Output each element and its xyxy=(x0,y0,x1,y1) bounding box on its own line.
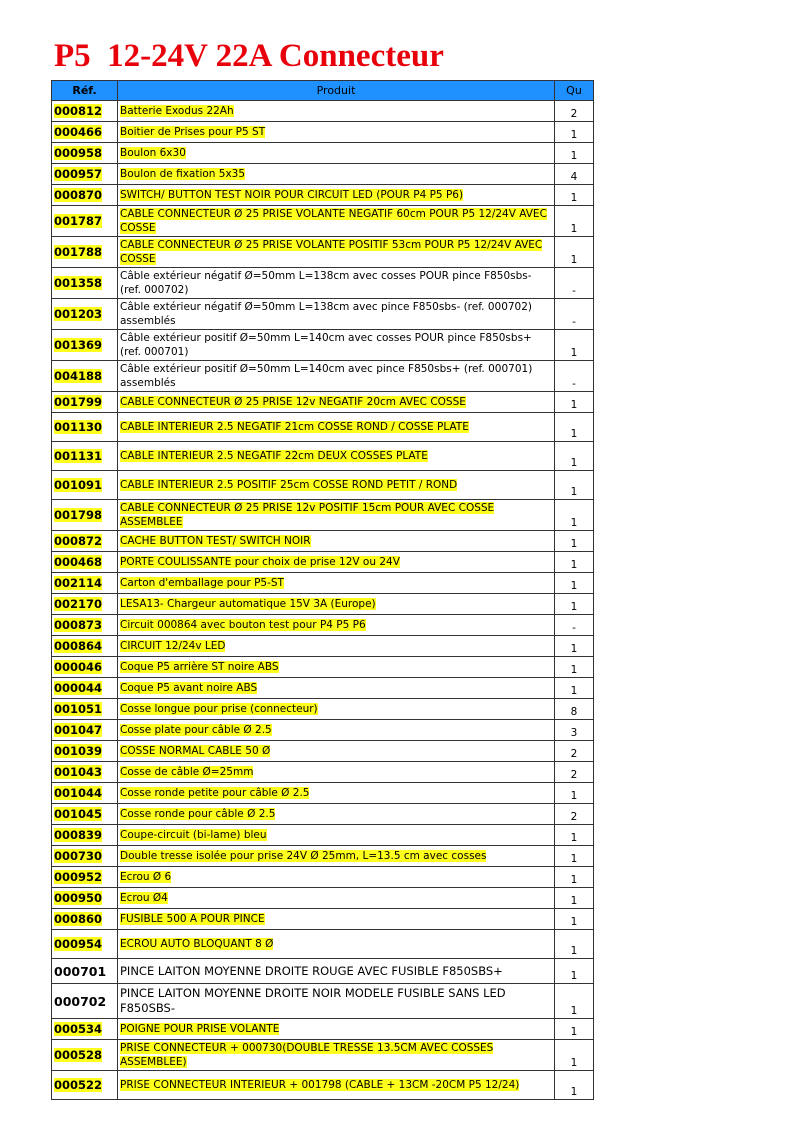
row-ref: 000046 xyxy=(54,660,103,674)
row-product: Cosse de câble Ø=25mm xyxy=(120,766,254,778)
row-product-cell xyxy=(118,299,555,330)
row-qty: 1 xyxy=(555,552,594,573)
row-product: Cosse ronde pour câble Ø 2.5 xyxy=(120,808,276,820)
row-product: Double tresse isolée pour prise 24V Ø 25mm, L=13.5 cm avec cosses xyxy=(120,850,487,862)
row-qty: 1 xyxy=(555,909,594,930)
row-qty: 1 xyxy=(555,392,594,413)
row-qty: 1 xyxy=(555,636,594,657)
row-product-cell xyxy=(118,122,555,143)
row-qty: 1 xyxy=(555,237,594,268)
row-product: PRISE CONNECTEUR + 000730(DOUBLE TRESSE 13.5CM AVEC COSSES ASSEMBLEE) xyxy=(120,1042,494,1068)
row-ref: 000468 xyxy=(54,555,103,569)
row-product-cell xyxy=(118,699,555,720)
table-row xyxy=(52,867,594,888)
table-row xyxy=(52,143,594,164)
table-row xyxy=(52,299,594,330)
row-product-cell xyxy=(118,206,555,237)
row-ref: 000044 xyxy=(54,681,103,695)
row-product-cell xyxy=(118,392,555,413)
row-product-cell xyxy=(118,237,555,268)
row-ref: 000954 xyxy=(54,937,103,951)
row-product-cell xyxy=(118,615,555,636)
row-ref: 001039 xyxy=(54,744,103,758)
row-qty: 1 xyxy=(555,206,594,237)
page-title: P5 12-24V 22A Connecteur xyxy=(54,38,444,74)
row-qty: 2 xyxy=(555,804,594,825)
row-product-cell xyxy=(118,783,555,804)
table-row xyxy=(52,636,594,657)
table-row xyxy=(52,657,594,678)
row-qty: 1 xyxy=(555,959,594,984)
row-product-cell xyxy=(118,959,555,984)
row-qty: 1 xyxy=(555,500,594,531)
row-qty: 1 xyxy=(555,330,594,361)
row-product: Ecrou Ø 6 xyxy=(120,871,172,883)
table-row xyxy=(52,237,594,268)
row-product: CABLE CONNECTEUR Ø 25 PRISE 12v POSITIF 15cm POUR AVEC COSSE ASSEMBLEE xyxy=(120,502,495,528)
table-row xyxy=(52,959,594,984)
row-product-cell xyxy=(118,500,555,531)
row-ref: 001047 xyxy=(54,723,103,737)
row-product: Batterie Exodus 22Ah xyxy=(120,105,234,117)
row-product: ECROU AUTO BLOQUANT 8 Ø xyxy=(120,938,274,950)
table-row xyxy=(52,930,594,959)
header-product: Produit xyxy=(118,81,555,101)
row-ref-cell xyxy=(52,531,118,552)
row-product-cell xyxy=(118,804,555,825)
row-product: Circuit 000864 avec bouton test pour P4 P5 P6 xyxy=(120,619,366,631)
row-ref-cell xyxy=(52,959,118,984)
row-product-cell xyxy=(118,143,555,164)
row-qty: 1 xyxy=(555,984,594,1019)
table-row xyxy=(52,1019,594,1040)
row-ref-cell xyxy=(52,392,118,413)
table-row xyxy=(52,741,594,762)
table-row xyxy=(52,268,594,299)
row-product-cell xyxy=(118,678,555,699)
table-row xyxy=(52,825,594,846)
row-ref-cell xyxy=(52,636,118,657)
row-product: Coque P5 avant noire ABS xyxy=(120,682,258,694)
row-ref-cell xyxy=(52,1040,118,1071)
row-ref: 001798 xyxy=(54,508,103,522)
row-ref-cell xyxy=(52,984,118,1019)
row-product-cell xyxy=(118,573,555,594)
row-product-cell xyxy=(118,330,555,361)
header-qty: Qu xyxy=(555,81,594,101)
row-qty: 1 xyxy=(555,573,594,594)
row-product: CABLE INTERIEUR 2.5 NEGATIF 21cm COSSE ROND / COSSE PLATE xyxy=(120,421,469,433)
row-ref-cell xyxy=(52,741,118,762)
row-ref: 001091 xyxy=(54,478,103,492)
table-row xyxy=(52,984,594,1019)
row-qty: 1 xyxy=(555,531,594,552)
row-ref: 000701 xyxy=(54,963,107,979)
row-ref: 000860 xyxy=(54,912,103,926)
row-qty: - xyxy=(555,268,594,299)
row-product: PINCE LAITON MOYENNE DROITE ROUGE AVEC FUSIBLE F850SBS+ xyxy=(120,963,503,978)
row-qty: 1 xyxy=(555,442,594,471)
table-row xyxy=(52,888,594,909)
row-ref-cell xyxy=(52,678,118,699)
row-product-cell xyxy=(118,846,555,867)
row-ref: 001131 xyxy=(54,449,103,463)
row-product-cell xyxy=(118,984,555,1019)
row-product-cell xyxy=(118,762,555,783)
row-product: COSSE NORMAL CABLE 50 Ø xyxy=(120,745,271,757)
row-ref: 001788 xyxy=(54,245,103,259)
row-qty: 1 xyxy=(555,413,594,442)
table-row xyxy=(52,101,594,122)
table-header-row xyxy=(52,81,594,101)
row-ref: 004188 xyxy=(54,369,103,383)
row-ref-cell xyxy=(52,720,118,741)
row-ref-cell xyxy=(52,268,118,299)
table-row xyxy=(52,471,594,500)
table-body xyxy=(52,101,594,1100)
row-qty: - xyxy=(555,361,594,392)
row-ref-cell xyxy=(52,783,118,804)
row-ref-cell xyxy=(52,143,118,164)
parts-table xyxy=(51,80,594,1100)
row-product-cell xyxy=(118,531,555,552)
row-product-cell xyxy=(118,1040,555,1071)
row-product: PRISE CONNECTEUR INTERIEUR + 001798 (CABLE + 13CM -20CM P5 12/24) xyxy=(120,1079,520,1091)
row-ref-cell xyxy=(52,122,118,143)
row-product-cell xyxy=(118,741,555,762)
row-ref-cell xyxy=(52,804,118,825)
row-product: FUSIBLE 500 A POUR PINCE xyxy=(120,913,265,925)
table-row xyxy=(52,330,594,361)
row-ref: 000872 xyxy=(54,534,103,548)
row-ref-cell xyxy=(52,185,118,206)
row-qty: 1 xyxy=(555,846,594,867)
row-ref: 000957 xyxy=(54,167,103,181)
row-ref-cell xyxy=(52,500,118,531)
row-ref-cell xyxy=(52,442,118,471)
row-qty: 1 xyxy=(555,185,594,206)
table-row xyxy=(52,699,594,720)
row-product-cell xyxy=(118,164,555,185)
table-row xyxy=(52,1071,594,1100)
row-product: Boitier de Prises pour P5 ST xyxy=(120,126,266,138)
row-qty: 1 xyxy=(555,867,594,888)
row-ref: 001787 xyxy=(54,214,103,228)
row-qty: 1 xyxy=(555,1071,594,1100)
table-row xyxy=(52,783,594,804)
row-ref: 002170 xyxy=(54,597,103,611)
row-product-cell xyxy=(118,552,555,573)
row-product: CABLE INTERIEUR 2.5 NEGATIF 22cm DEUX COSSES PLATE xyxy=(120,450,428,462)
row-ref: 000870 xyxy=(54,188,103,202)
row-ref-cell xyxy=(52,1019,118,1040)
row-ref: 000466 xyxy=(54,125,103,139)
row-ref-cell xyxy=(52,413,118,442)
table-row xyxy=(52,361,594,392)
table-row xyxy=(52,442,594,471)
row-product-cell xyxy=(118,720,555,741)
row-ref-cell xyxy=(52,552,118,573)
row-ref: 000873 xyxy=(54,618,103,632)
row-qty: 1 xyxy=(555,1019,594,1040)
row-ref-cell xyxy=(52,1071,118,1100)
row-product: Cosse ronde petite pour câble Ø 2.5 xyxy=(120,787,310,799)
row-product: PORTE COULISSANTE pour choix de prise 12V ou 24V xyxy=(120,556,400,568)
row-product: PINCE LAITON MOYENNE DROITE NOIR MODELE FUSIBLE SANS LED F850SBS- xyxy=(120,986,506,1015)
table-row xyxy=(52,206,594,237)
row-ref-cell xyxy=(52,930,118,959)
row-ref: 001045 xyxy=(54,807,103,821)
table-row xyxy=(52,413,594,442)
row-ref-cell xyxy=(52,888,118,909)
row-ref: 000864 xyxy=(54,639,103,653)
row-ref: 001799 xyxy=(54,395,103,409)
table-row xyxy=(52,164,594,185)
row-ref-cell xyxy=(52,330,118,361)
row-ref: 000522 xyxy=(54,1078,103,1092)
row-product: Ecrou Ø4 xyxy=(120,892,168,904)
row-product-cell xyxy=(118,185,555,206)
table-row xyxy=(52,1040,594,1071)
row-product-cell xyxy=(118,888,555,909)
row-qty: 1 xyxy=(555,657,594,678)
row-product-cell xyxy=(118,268,555,299)
row-ref-cell xyxy=(52,206,118,237)
row-product: Câble extérieur négatif Ø=50mm L=138cm avec pince F850sbs- (ref. 000702) assemblés xyxy=(120,301,533,327)
header-ref: Réf. xyxy=(52,81,118,101)
row-product: Boulon de fixation 5x35 xyxy=(120,168,246,180)
row-product: CIRCUIT 12/24v LED xyxy=(120,640,226,652)
row-ref: 001369 xyxy=(54,338,103,352)
row-ref-cell xyxy=(52,471,118,500)
row-ref-cell xyxy=(52,762,118,783)
row-qty: 1 xyxy=(555,825,594,846)
row-product: Cosse longue pour prise (connecteur) xyxy=(120,703,318,715)
row-product-cell xyxy=(118,413,555,442)
row-product-cell xyxy=(118,636,555,657)
row-qty: 2 xyxy=(555,762,594,783)
row-product: Câble extérieur positif Ø=50mm L=140cm avec cosses POUR pince F850sbs+ (ref. 000701) xyxy=(120,332,532,358)
row-product: Boulon 6x30 xyxy=(120,147,186,159)
row-ref-cell xyxy=(52,846,118,867)
row-ref-cell xyxy=(52,909,118,930)
table-row xyxy=(52,185,594,206)
row-ref: 001203 xyxy=(54,307,103,321)
row-product: CABLE INTERIEUR 2.5 POSITIF 25cm COSSE ROND PETIT / ROND xyxy=(120,479,458,491)
table-row xyxy=(52,846,594,867)
row-product: Coupe-circuit (bi-lame) bleu xyxy=(120,829,267,841)
row-ref: 000950 xyxy=(54,891,103,905)
row-qty: 1 xyxy=(555,143,594,164)
row-product-cell xyxy=(118,594,555,615)
row-qty: 8 xyxy=(555,699,594,720)
row-product: POIGNE POUR PRISE VOLANTE xyxy=(120,1023,280,1035)
table-row xyxy=(52,678,594,699)
table-row xyxy=(52,500,594,531)
row-qty: 2 xyxy=(555,101,594,122)
row-qty: - xyxy=(555,615,594,636)
table-row xyxy=(52,594,594,615)
row-qty: 2 xyxy=(555,741,594,762)
row-ref: 000534 xyxy=(54,1022,103,1036)
row-qty: 1 xyxy=(555,594,594,615)
row-qty: 1 xyxy=(555,678,594,699)
row-product: CABLE CONNECTEUR Ø 25 PRISE 12v NEGATIF 20cm AVEC COSSE xyxy=(120,396,466,408)
table-row xyxy=(52,552,594,573)
row-product: Câble extérieur positif Ø=50mm L=140cm avec pince F850sbs+ (ref. 000701) assemblés xyxy=(120,363,533,389)
table-row xyxy=(52,720,594,741)
row-ref-cell xyxy=(52,299,118,330)
row-ref: 000952 xyxy=(54,870,103,884)
row-ref-cell xyxy=(52,164,118,185)
row-product-cell xyxy=(118,361,555,392)
row-product: Câble extérieur négatif Ø=50mm L=138cm avec cosses POUR pince F850sbs- (ref. 000702) xyxy=(120,270,532,296)
row-qty: 1 xyxy=(555,888,594,909)
table-row xyxy=(52,909,594,930)
table-row xyxy=(52,392,594,413)
row-ref-cell xyxy=(52,361,118,392)
row-product-cell xyxy=(118,930,555,959)
row-ref-cell xyxy=(52,825,118,846)
row-product: Cosse plate pour câble Ø 2.5 xyxy=(120,724,272,736)
row-product-cell xyxy=(118,867,555,888)
row-product-cell xyxy=(118,442,555,471)
table-row xyxy=(52,615,594,636)
row-ref-cell xyxy=(52,237,118,268)
row-qty: 3 xyxy=(555,720,594,741)
table-row xyxy=(52,762,594,783)
row-ref: 001044 xyxy=(54,786,103,800)
row-ref: 001358 xyxy=(54,276,103,290)
table-row xyxy=(52,531,594,552)
row-qty: 1 xyxy=(555,471,594,500)
row-ref: 000839 xyxy=(54,828,103,842)
row-ref: 000730 xyxy=(54,849,103,863)
row-ref-cell xyxy=(52,101,118,122)
row-ref-cell xyxy=(52,657,118,678)
row-qty: - xyxy=(555,299,594,330)
row-ref: 000702 xyxy=(54,993,107,1009)
row-ref-cell xyxy=(52,573,118,594)
row-product: LESA13- Chargeur automatique 15V 3A (Europe) xyxy=(120,598,376,610)
row-product: SWITCH/ BUTTON TEST NOIR POUR CIRCUIT LED (POUR P4 P5 P6) xyxy=(120,189,464,201)
row-product-cell xyxy=(118,101,555,122)
row-product-cell xyxy=(118,1019,555,1040)
row-qty: 1 xyxy=(555,1040,594,1071)
row-product-cell xyxy=(118,909,555,930)
row-ref: 000528 xyxy=(54,1048,103,1062)
row-ref: 000812 xyxy=(54,104,103,118)
row-ref-cell xyxy=(52,594,118,615)
row-qty: 4 xyxy=(555,164,594,185)
row-product: CACHE BUTTON TEST/ SWITCH NOIR xyxy=(120,535,311,547)
row-ref-cell xyxy=(52,699,118,720)
row-qty: 1 xyxy=(555,930,594,959)
row-qty: 1 xyxy=(555,122,594,143)
row-product-cell xyxy=(118,657,555,678)
row-product-cell xyxy=(118,471,555,500)
table-row xyxy=(52,122,594,143)
row-ref: 000958 xyxy=(54,146,103,160)
row-ref: 001043 xyxy=(54,765,103,779)
row-ref-cell xyxy=(52,615,118,636)
row-product-cell xyxy=(118,1071,555,1100)
row-ref: 002114 xyxy=(54,576,103,590)
row-product: CABLE CONNECTEUR Ø 25 PRISE VOLANTE NEGATIF 60cm POUR P5 12/24V AVEC COSSE xyxy=(120,208,547,234)
row-product: Coque P5 arrière ST noire ABS xyxy=(120,661,279,673)
row-product: Carton d'emballage pour P5-ST xyxy=(120,577,284,589)
row-product: CABLE CONNECTEUR Ø 25 PRISE VOLANTE POSITIF 53cm POUR P5 12/24V AVEC COSSE xyxy=(120,239,543,265)
row-product-cell xyxy=(118,825,555,846)
row-ref: 001130 xyxy=(54,420,103,434)
row-ref: 001051 xyxy=(54,702,103,716)
table-row xyxy=(52,573,594,594)
row-ref-cell xyxy=(52,867,118,888)
row-qty: 1 xyxy=(555,783,594,804)
table-row xyxy=(52,804,594,825)
